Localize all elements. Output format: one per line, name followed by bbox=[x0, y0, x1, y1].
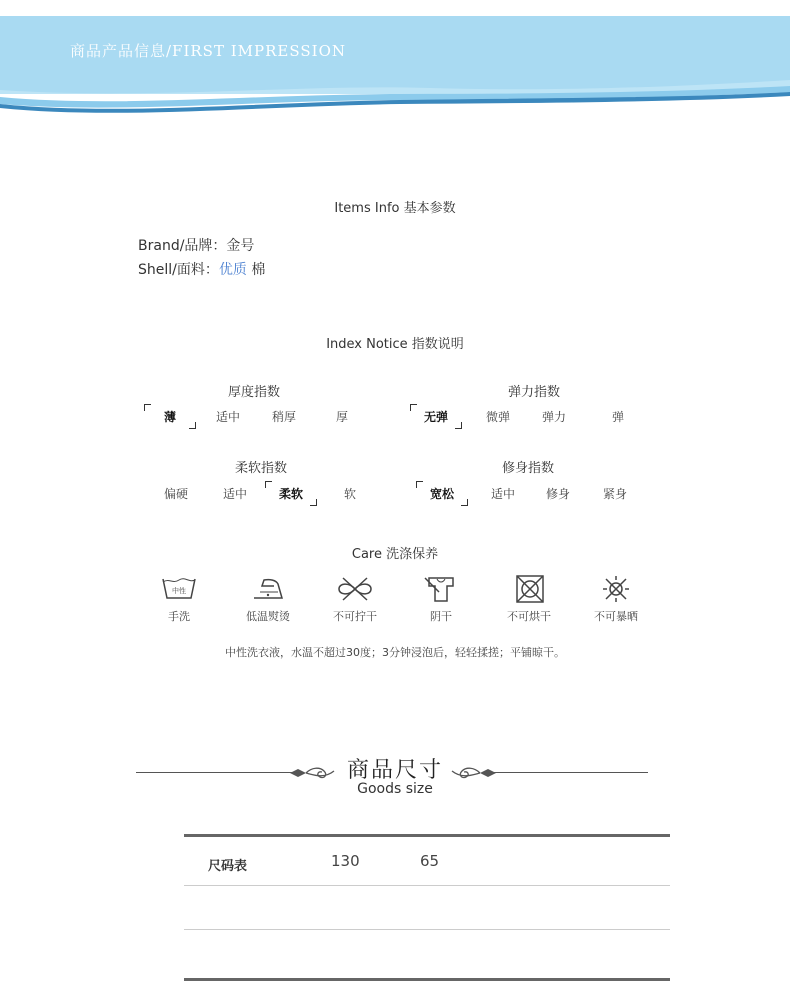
elasticity-option: 弹 bbox=[611, 410, 624, 424]
care-shade-dry bbox=[406, 574, 476, 624]
hand-wash-icon bbox=[159, 574, 199, 604]
thickness-option: 薄 bbox=[142, 408, 198, 425]
thickness-option: 稍厚 bbox=[271, 410, 296, 424]
fit-option: 适中 bbox=[490, 487, 515, 501]
elasticity-option: 无弹 bbox=[408, 408, 464, 425]
table-bottom-rule bbox=[184, 978, 670, 981]
thickness-index-title: 厚度指数 bbox=[227, 385, 280, 400]
shell-label: Shell/面料： bbox=[138, 262, 219, 278]
care-no-tumble bbox=[494, 574, 564, 624]
do-not-tumble-dry-icon bbox=[509, 574, 549, 604]
care-title: Care 洗涤保养 bbox=[351, 547, 439, 562]
size-table-header: 尺码表 bbox=[208, 859, 248, 874]
elasticity-option: 弹力 bbox=[541, 410, 566, 424]
size-title: 商品尺寸 bbox=[346, 758, 443, 783]
softness-option: 偏硬 bbox=[163, 487, 188, 501]
elasticity-index-title: 弹力指数 bbox=[507, 385, 560, 400]
index-notice-title: Index Notice 指数说明 bbox=[326, 337, 464, 352]
softness-index-title: 柔软指数 bbox=[234, 461, 287, 476]
shade-dry-icon bbox=[421, 574, 461, 604]
care-label: 不可暴晒 bbox=[594, 610, 638, 623]
shell-line bbox=[138, 259, 265, 279]
care-low-iron bbox=[233, 574, 303, 624]
table-top-rule bbox=[184, 834, 670, 837]
care-note: 中性洗衣液，水温不超过30度；3分钟浸泡后，轻轻揉搓；平铺晾干。 bbox=[225, 646, 565, 659]
size-subtitle: Goods size bbox=[357, 781, 433, 797]
shell-value: 棉 bbox=[251, 262, 266, 278]
softness-option: 柔软 bbox=[263, 485, 319, 502]
care-label: 低温熨烫 bbox=[246, 610, 290, 623]
items-info-title: Items Info 基本参数 bbox=[334, 201, 456, 216]
brand-value: 金号 bbox=[226, 238, 255, 254]
care-label: 不可烘干 bbox=[507, 610, 551, 623]
care-no-wring bbox=[320, 574, 390, 624]
elasticity-option: 微弹 bbox=[485, 410, 510, 424]
size-table-cell: 130 bbox=[331, 852, 360, 870]
thickness-option: 适中 bbox=[215, 410, 240, 424]
fit-index-title: 修身指数 bbox=[501, 461, 554, 476]
table-row-divider bbox=[184, 885, 670, 886]
table-row-divider bbox=[184, 929, 670, 930]
care-hand-wash bbox=[144, 574, 214, 624]
care-label: 不可拧干 bbox=[333, 610, 377, 623]
brand-line bbox=[138, 235, 254, 255]
banner-title: 商品产品信息/FIRST IMPRESSION bbox=[70, 42, 346, 60]
size-table-cell: 65 bbox=[420, 852, 440, 870]
care-label: 手洗 bbox=[168, 610, 190, 623]
softness-option: 适中 bbox=[222, 487, 247, 501]
thickness-option: 厚 bbox=[335, 410, 348, 424]
no-sun-exposure-icon bbox=[596, 574, 636, 604]
care-label: 阴干 bbox=[430, 610, 452, 623]
care-no-sun bbox=[581, 574, 651, 624]
header-banner bbox=[0, 0, 790, 115]
softness-option: 软 bbox=[343, 487, 356, 501]
do-not-wring-icon bbox=[335, 574, 375, 604]
shell-value-highlight: 优质 bbox=[218, 262, 247, 278]
fit-option: 修身 bbox=[545, 487, 570, 501]
hand-wash-badge: 中性 bbox=[172, 587, 186, 595]
fit-option: 宽松 bbox=[414, 485, 470, 502]
fit-option: 紧身 bbox=[602, 487, 627, 501]
brand-label: Brand/品牌： bbox=[138, 238, 227, 254]
low-temp-iron-icon bbox=[248, 574, 288, 604]
